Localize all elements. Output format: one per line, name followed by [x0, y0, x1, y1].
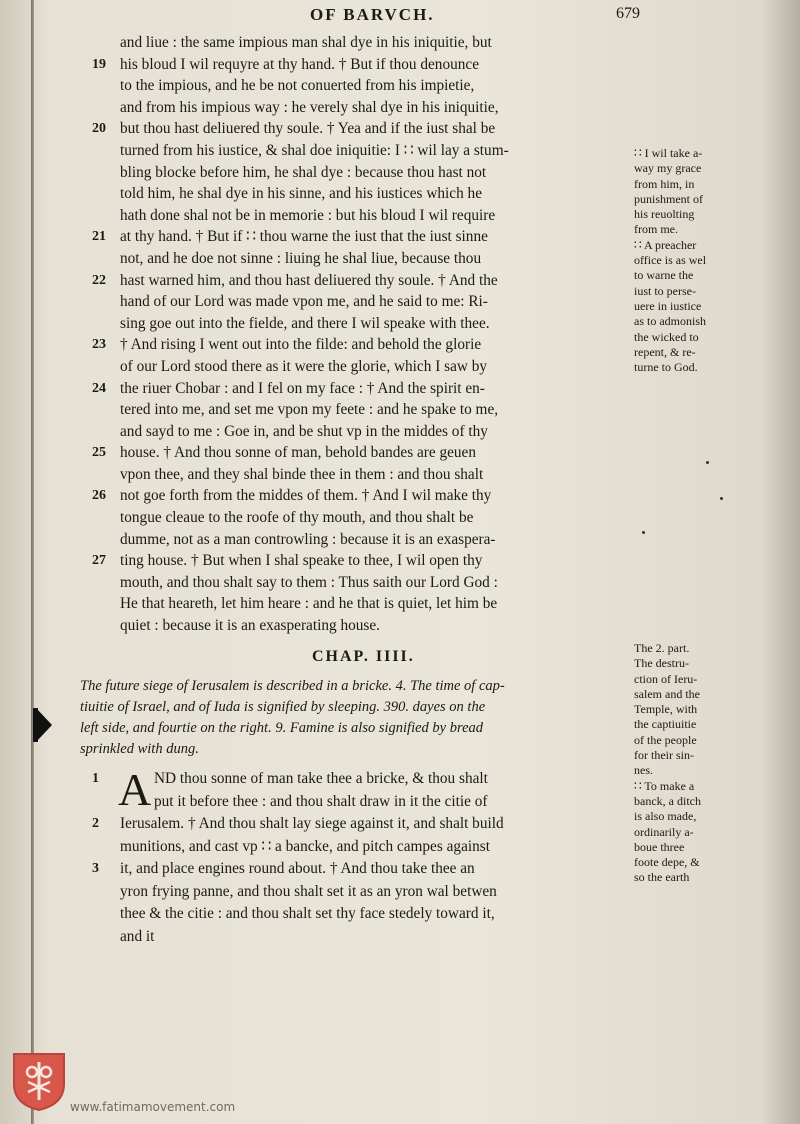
margin-note-line: as to admonish [634, 314, 706, 329]
verse-number: 21 [92, 229, 106, 245]
text-line [92, 421, 628, 443]
line-text: it, and place engines round about. † And thou take thee an [120, 860, 475, 877]
line-text: † And rising I went out into the filde: and behold the glorie [120, 336, 482, 354]
text-line [92, 75, 628, 97]
tab-marker-icon [36, 708, 52, 742]
text-line [92, 270, 628, 292]
line-text: and from his impious way : he verely shal dye in his iniquitie, [120, 98, 499, 116]
margin-note-line: banck, a ditch [634, 793, 701, 808]
margin-note-line: punishment of [634, 191, 703, 206]
margin-note-line: salem and the [634, 686, 700, 701]
speck [706, 461, 709, 464]
verse-number: 25 [92, 445, 106, 461]
line-text: ND thou sonne of man take thee a bricke, & thou shalt [154, 770, 488, 787]
text-line [92, 485, 628, 507]
line-text: dumme, not as a man controwling : because it is an exaspera- [120, 530, 496, 548]
line-text: Ierusalem. † And thou shalt lay siege against it, and shalt build [120, 815, 504, 832]
margin-note-line: is also made, [634, 809, 697, 824]
margin-note-line: for their sin- [634, 748, 694, 763]
line-text: not, and he doe not sinne : liuing he shal liue, because thou [120, 249, 482, 267]
text-line [92, 813, 628, 836]
watermark-url: www.fatimamovement.com [70, 1100, 236, 1114]
line-text: hast warned him, and thou hast deliuered thy soule. † And the [120, 271, 498, 289]
verse-number: 23 [92, 337, 106, 353]
line-text: mouth, and thou shalt say to them : Thus saith our Lord God : [120, 573, 498, 591]
text-line [92, 183, 628, 205]
margin-note-line: nes. [634, 763, 653, 778]
verse-number: 22 [92, 272, 106, 288]
margin-note-line: the wicked to [634, 329, 699, 344]
text-line [92, 140, 628, 162]
text-line [92, 464, 628, 486]
text-line [92, 162, 628, 184]
line-text: to the impious, and he be not conuerted from his impietie, [120, 77, 475, 95]
summary-line: tiuitie of Israel, and of Iuda is signified by sleeping. 390. dayes on the [80, 699, 486, 715]
text-line [92, 378, 628, 400]
verse-number: 24 [92, 380, 106, 396]
fatima-shield-logo-icon [12, 1052, 66, 1112]
line-text: at thy hand. † But if ∷ thou warne the iust that the iust sinne [120, 228, 488, 246]
text-line [92, 399, 628, 421]
margin-note-line: way my grace [634, 161, 702, 176]
speck [642, 531, 645, 534]
line-text: munitions, and cast vp ∷ a bancke, and pitch campes against [120, 837, 490, 855]
margin-note-line: the captiuitie [634, 717, 697, 732]
running-header [100, 5, 640, 29]
line-text: but thou hast deliuered thy soule. † Yea and if the iust shal be [120, 120, 496, 138]
line-text: hath done shal not be in memorie : but his bloud I wil require [120, 206, 496, 224]
text-line [92, 205, 628, 227]
line-text: tongue cleaue to the roofe of thy mouth, and thou shalt be [120, 509, 474, 527]
line-text: and sayd to me : Goe in, and be shut vp in the middes of thy [120, 422, 488, 440]
line-text: his bloud I wil requyre at thy hand. † But if thou denounce [120, 55, 479, 73]
text-line [92, 615, 628, 637]
line-text: bling blocke before him, he shal dye : because thou hast not [120, 163, 487, 181]
text-line [92, 768, 628, 791]
text-line [92, 791, 628, 814]
margin-notes-bottom [634, 641, 754, 886]
margin-notes-top [634, 146, 754, 375]
margin-note-line: to warne the [634, 268, 694, 283]
margin-note-line: from me. [634, 222, 678, 237]
line-text: turned from his iustice, & shal doe iniquitie: I ∷ wil lay a stum- [120, 141, 509, 159]
line-text: tered into me, and set me vpon my feete : and he spake to me, [120, 401, 499, 419]
margin-note-line: so the earth [634, 870, 690, 885]
line-text: and it [120, 927, 155, 945]
text-line [92, 550, 628, 572]
margin-note-line: boue three [634, 839, 685, 854]
verse-number: 27 [92, 553, 106, 569]
line-text: of our Lord stood there as it were the glorie, which I saw by [120, 357, 488, 375]
text-line [92, 334, 628, 356]
line-text: He that heareth, let him heare : and he that is quiet, let him be [120, 595, 498, 613]
text-line [92, 529, 628, 551]
text-line [92, 858, 628, 881]
chapter-text-block [92, 764, 628, 948]
margin-note-line: The destru- [634, 656, 689, 671]
line-text: yron frying panne, and thou shalt set it as an yron wal betwen [120, 882, 497, 900]
line-text: thee & the citie : and thou shalt set thy face stedely toward it, [120, 905, 495, 922]
text-line [92, 248, 628, 270]
chapter-summary [80, 676, 632, 760]
verse-number: 1 [92, 771, 99, 786]
margin-note-line: of the people [634, 732, 697, 747]
text-line [92, 226, 628, 248]
line-text: ting house. † But when I shal speake to thee, I wil open thy [120, 552, 483, 570]
margin-note-line: ordinarily a- [634, 824, 694, 839]
text-line [92, 926, 628, 949]
line-text: house. † And thou sonne of man, behold bandes are geuen [120, 444, 476, 462]
text-line [92, 507, 628, 529]
margin-note-line: ∷ To make a [634, 778, 695, 793]
line-text: the riuer Chobar : and I fel on my face : † And the spirit en- [120, 379, 485, 397]
margin-note-line: ∷ A preacher [634, 237, 697, 252]
text-line [92, 881, 628, 904]
margin-note-line: ∷ I wil take a- [634, 146, 703, 160]
text-line [92, 836, 628, 859]
margin-note-line: office is as wel [634, 253, 707, 268]
page-edge-shadow [762, 0, 800, 1124]
line-text: not goe forth from the middes of them. † And I wil make thy [120, 487, 492, 505]
verse-number: 26 [92, 488, 106, 504]
text-line [92, 593, 628, 615]
summary-line: The future siege of Ierusalem is described in a bricke. 4. The time of cap- [80, 678, 505, 694]
line-text: told him, he shal dye in his sinne, and his iustices which he [120, 185, 482, 203]
margin-note-line: repent, & re- [634, 344, 696, 359]
margin-note-line: iust to perse- [634, 283, 696, 298]
text-line [92, 97, 628, 119]
text-line [92, 572, 628, 594]
drop-cap: A [118, 764, 152, 815]
margin-note-line: turne to God. [634, 360, 698, 375]
speck [720, 497, 723, 500]
margin-note-line: The 2. part. [634, 641, 690, 655]
text-line [92, 54, 628, 76]
text-line [92, 118, 628, 140]
text-line [92, 313, 628, 335]
main-text-block [92, 32, 628, 637]
line-text: vpon thee, and they shal binde thee in them : and thou shalt [120, 465, 484, 483]
margin-note-line: his reuolting [634, 207, 695, 222]
text-line [92, 32, 628, 54]
text-line [92, 442, 628, 464]
summary-line: sprinkled with dung. [80, 741, 199, 757]
verse-number: 19 [92, 56, 106, 72]
text-line [92, 903, 628, 926]
margin-note-line: ction of Ieru- [634, 671, 698, 686]
verse-number: 2 [92, 816, 99, 831]
line-text: hand of our Lord was made vpon me, and he said to me: Ri- [120, 293, 488, 311]
verse-number: 3 [92, 861, 99, 876]
line-text: sing goe out into the fielde, and there I wil speake with thee. [120, 314, 490, 332]
margin-note-line: from him, in [634, 176, 695, 191]
line-text: put it before thee : and thou shalt draw in it the citie of [154, 792, 488, 810]
page-number: 679 [616, 5, 640, 22]
chapter-heading: CHAP. IIII. [312, 648, 415, 665]
running-title: OF BARVCH. [310, 5, 435, 24]
verse-number: 20 [92, 121, 106, 137]
summary-line: left side, and fourtie on the right. 9. Famine is also signified by bread [80, 720, 484, 736]
margin-note-line: Temple, with [634, 702, 698, 717]
text-line [92, 291, 628, 313]
binding-gutter [31, 0, 34, 1124]
line-text: quiet : because it is an exasperating house. [120, 617, 380, 635]
line-text: and liue : the same impious man shal dye in his iniquitie, but [120, 34, 492, 51]
margin-note-line: uere in iustice [634, 298, 702, 313]
text-line [92, 356, 628, 378]
margin-note-line: foote depe, & [634, 855, 700, 870]
